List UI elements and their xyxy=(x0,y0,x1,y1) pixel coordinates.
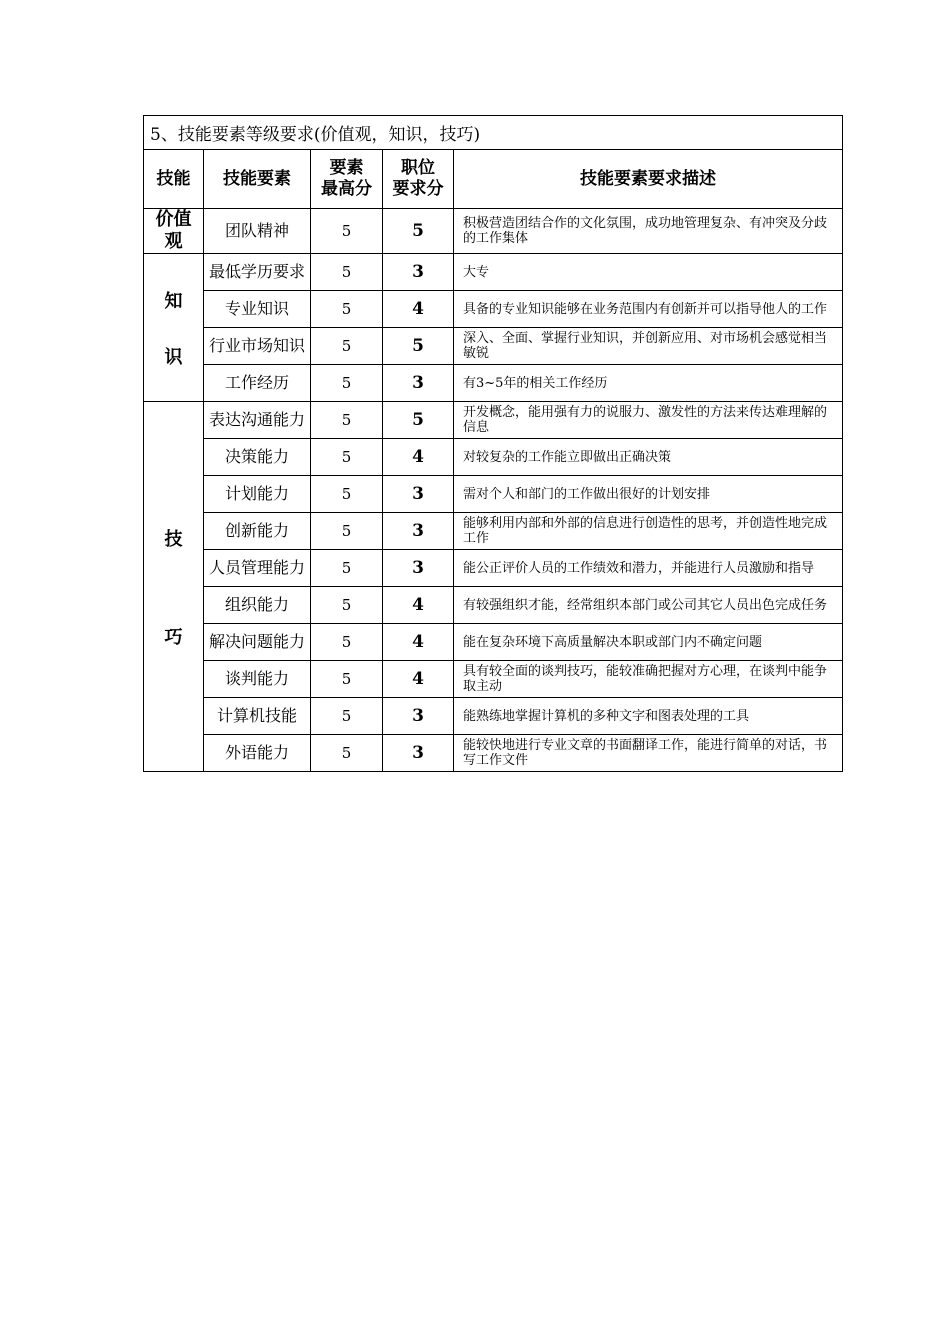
description-cell: 具备的专业知识能够在业务范围内有创新并可以指导他人的工作 xyxy=(454,291,843,328)
max-score-cell: 5 xyxy=(311,735,383,772)
table-row xyxy=(144,365,843,402)
category-knowledge xyxy=(144,254,204,402)
description-cell: 能熟练地掌握计算机的多种文字和图表处理的工具 xyxy=(454,698,843,735)
required-score-cell: 3 xyxy=(383,254,454,291)
description-cell: 需对个人和部门的工作做出很好的计划安排 xyxy=(454,476,843,513)
table-row xyxy=(144,291,843,328)
table-title: 5、技能要素等级要求(价值观，知识，技巧) xyxy=(144,116,843,150)
max-score-cell: 5 xyxy=(311,661,383,698)
required-score-cell: 3 xyxy=(383,513,454,550)
table-row xyxy=(144,476,843,513)
table-row xyxy=(144,254,843,291)
required-score-cell: 4 xyxy=(383,291,454,328)
description-cell: 有较强组织才能，经常组织本部门或公司其它人员出色完成任务 xyxy=(454,587,843,624)
element-cell: 计划能力 xyxy=(204,476,311,513)
required-score-cell: 4 xyxy=(383,439,454,476)
description-cell: 能公正评价人员的工作绩效和潜力，并能进行人员激励和指导 xyxy=(454,550,843,587)
required-score-cell: 4 xyxy=(383,587,454,624)
element-cell: 组织能力 xyxy=(204,587,311,624)
category-knowledge-char: 识 xyxy=(164,346,183,368)
element-cell: 解决问题能力 xyxy=(204,624,311,661)
max-score-cell: 5 xyxy=(311,254,383,291)
max-score-cell: 5 xyxy=(311,439,383,476)
element-cell: 行业市场知识 xyxy=(204,328,311,365)
description-cell: 具有较全面的谈判技巧，能较准确把握对方心理，在谈判中能争取主动 xyxy=(454,661,843,698)
description-cell: 开发概念，能用强有力的说服力、激发性的方法来传达难理解的信息 xyxy=(454,402,843,439)
description-cell: 对较复杂的工作能立即做出正确决策 xyxy=(454,439,843,476)
required-score-cell: 3 xyxy=(383,698,454,735)
header-description: 技能要素要求描述 xyxy=(454,150,843,209)
description-cell: 大专 xyxy=(454,254,843,291)
max-score-cell: 5 xyxy=(311,402,383,439)
table-row xyxy=(144,209,843,254)
element-cell: 人员管理能力 xyxy=(204,550,311,587)
description-cell: 深入、全面、掌握行业知识，并创新应用、对市场机会感觉相当敏锐 xyxy=(454,328,843,365)
max-score-cell: 5 xyxy=(311,624,383,661)
table-row xyxy=(144,402,843,439)
element-cell: 最低学历要求 xyxy=(204,254,311,291)
header-row xyxy=(144,150,843,209)
description-cell: 能较快地进行专业文章的书面翻译工作，能进行简单的对话，书写工作文件 xyxy=(454,735,843,772)
table-row xyxy=(144,735,843,772)
required-score-cell: 5 xyxy=(383,209,454,254)
element-cell: 谈判能力 xyxy=(204,661,311,698)
header-category: 技能 xyxy=(144,150,204,209)
description-cell: 积极营造团结合作的文化氛围，成功地管理复杂、有冲突及分歧的工作集体 xyxy=(454,209,843,254)
required-score-cell: 3 xyxy=(383,550,454,587)
required-score-cell: 4 xyxy=(383,661,454,698)
table-row xyxy=(144,624,843,661)
header-max-score: 要素 最高分 xyxy=(311,150,383,209)
max-score-cell: 5 xyxy=(311,328,383,365)
max-score-cell: 5 xyxy=(311,476,383,513)
table-row xyxy=(144,661,843,698)
max-score-cell: 5 xyxy=(311,587,383,624)
max-score-cell: 5 xyxy=(311,365,383,402)
max-score-cell: 5 xyxy=(311,209,383,254)
category-knowledge-char: 知 xyxy=(164,290,183,312)
table-row xyxy=(144,439,843,476)
required-score-cell: 5 xyxy=(383,328,454,365)
description-cell: 有3~5年的相关工作经历 xyxy=(454,365,843,402)
max-score-cell: 5 xyxy=(311,698,383,735)
header-element: 技能要素 xyxy=(204,150,311,209)
element-cell: 创新能力 xyxy=(204,513,311,550)
element-cell: 团队精神 xyxy=(204,209,311,254)
category-values: 价值 观 xyxy=(144,209,204,254)
required-score-cell: 3 xyxy=(383,476,454,513)
skill-requirements-table xyxy=(143,115,843,772)
element-cell: 决策能力 xyxy=(204,439,311,476)
table-row xyxy=(144,698,843,735)
element-cell: 外语能力 xyxy=(204,735,311,772)
required-score-cell: 5 xyxy=(383,402,454,439)
element-cell: 专业知识 xyxy=(204,291,311,328)
required-score-cell: 3 xyxy=(383,735,454,772)
category-skills xyxy=(144,402,204,772)
table-row xyxy=(144,328,843,365)
max-score-cell: 5 xyxy=(311,550,383,587)
category-skills-char: 巧 xyxy=(164,626,183,648)
required-score-cell: 4 xyxy=(383,624,454,661)
element-cell: 工作经历 xyxy=(204,365,311,402)
max-score-cell: 5 xyxy=(311,291,383,328)
description-cell: 能够利用内部和外部的信息进行创造性的思考，并创造性地完成工作 xyxy=(454,513,843,550)
max-score-cell: 5 xyxy=(311,513,383,550)
description-cell: 能在复杂环境下高质量解决本职或部门内不确定问题 xyxy=(454,624,843,661)
required-score-cell: 3 xyxy=(383,365,454,402)
table-row xyxy=(144,550,843,587)
element-cell: 计算机技能 xyxy=(204,698,311,735)
table-row xyxy=(144,513,843,550)
header-required-score: 职位 要求分 xyxy=(383,150,454,209)
element-cell: 表达沟通能力 xyxy=(204,402,311,439)
category-skills-char: 技 xyxy=(164,528,183,550)
table-row xyxy=(144,587,843,624)
